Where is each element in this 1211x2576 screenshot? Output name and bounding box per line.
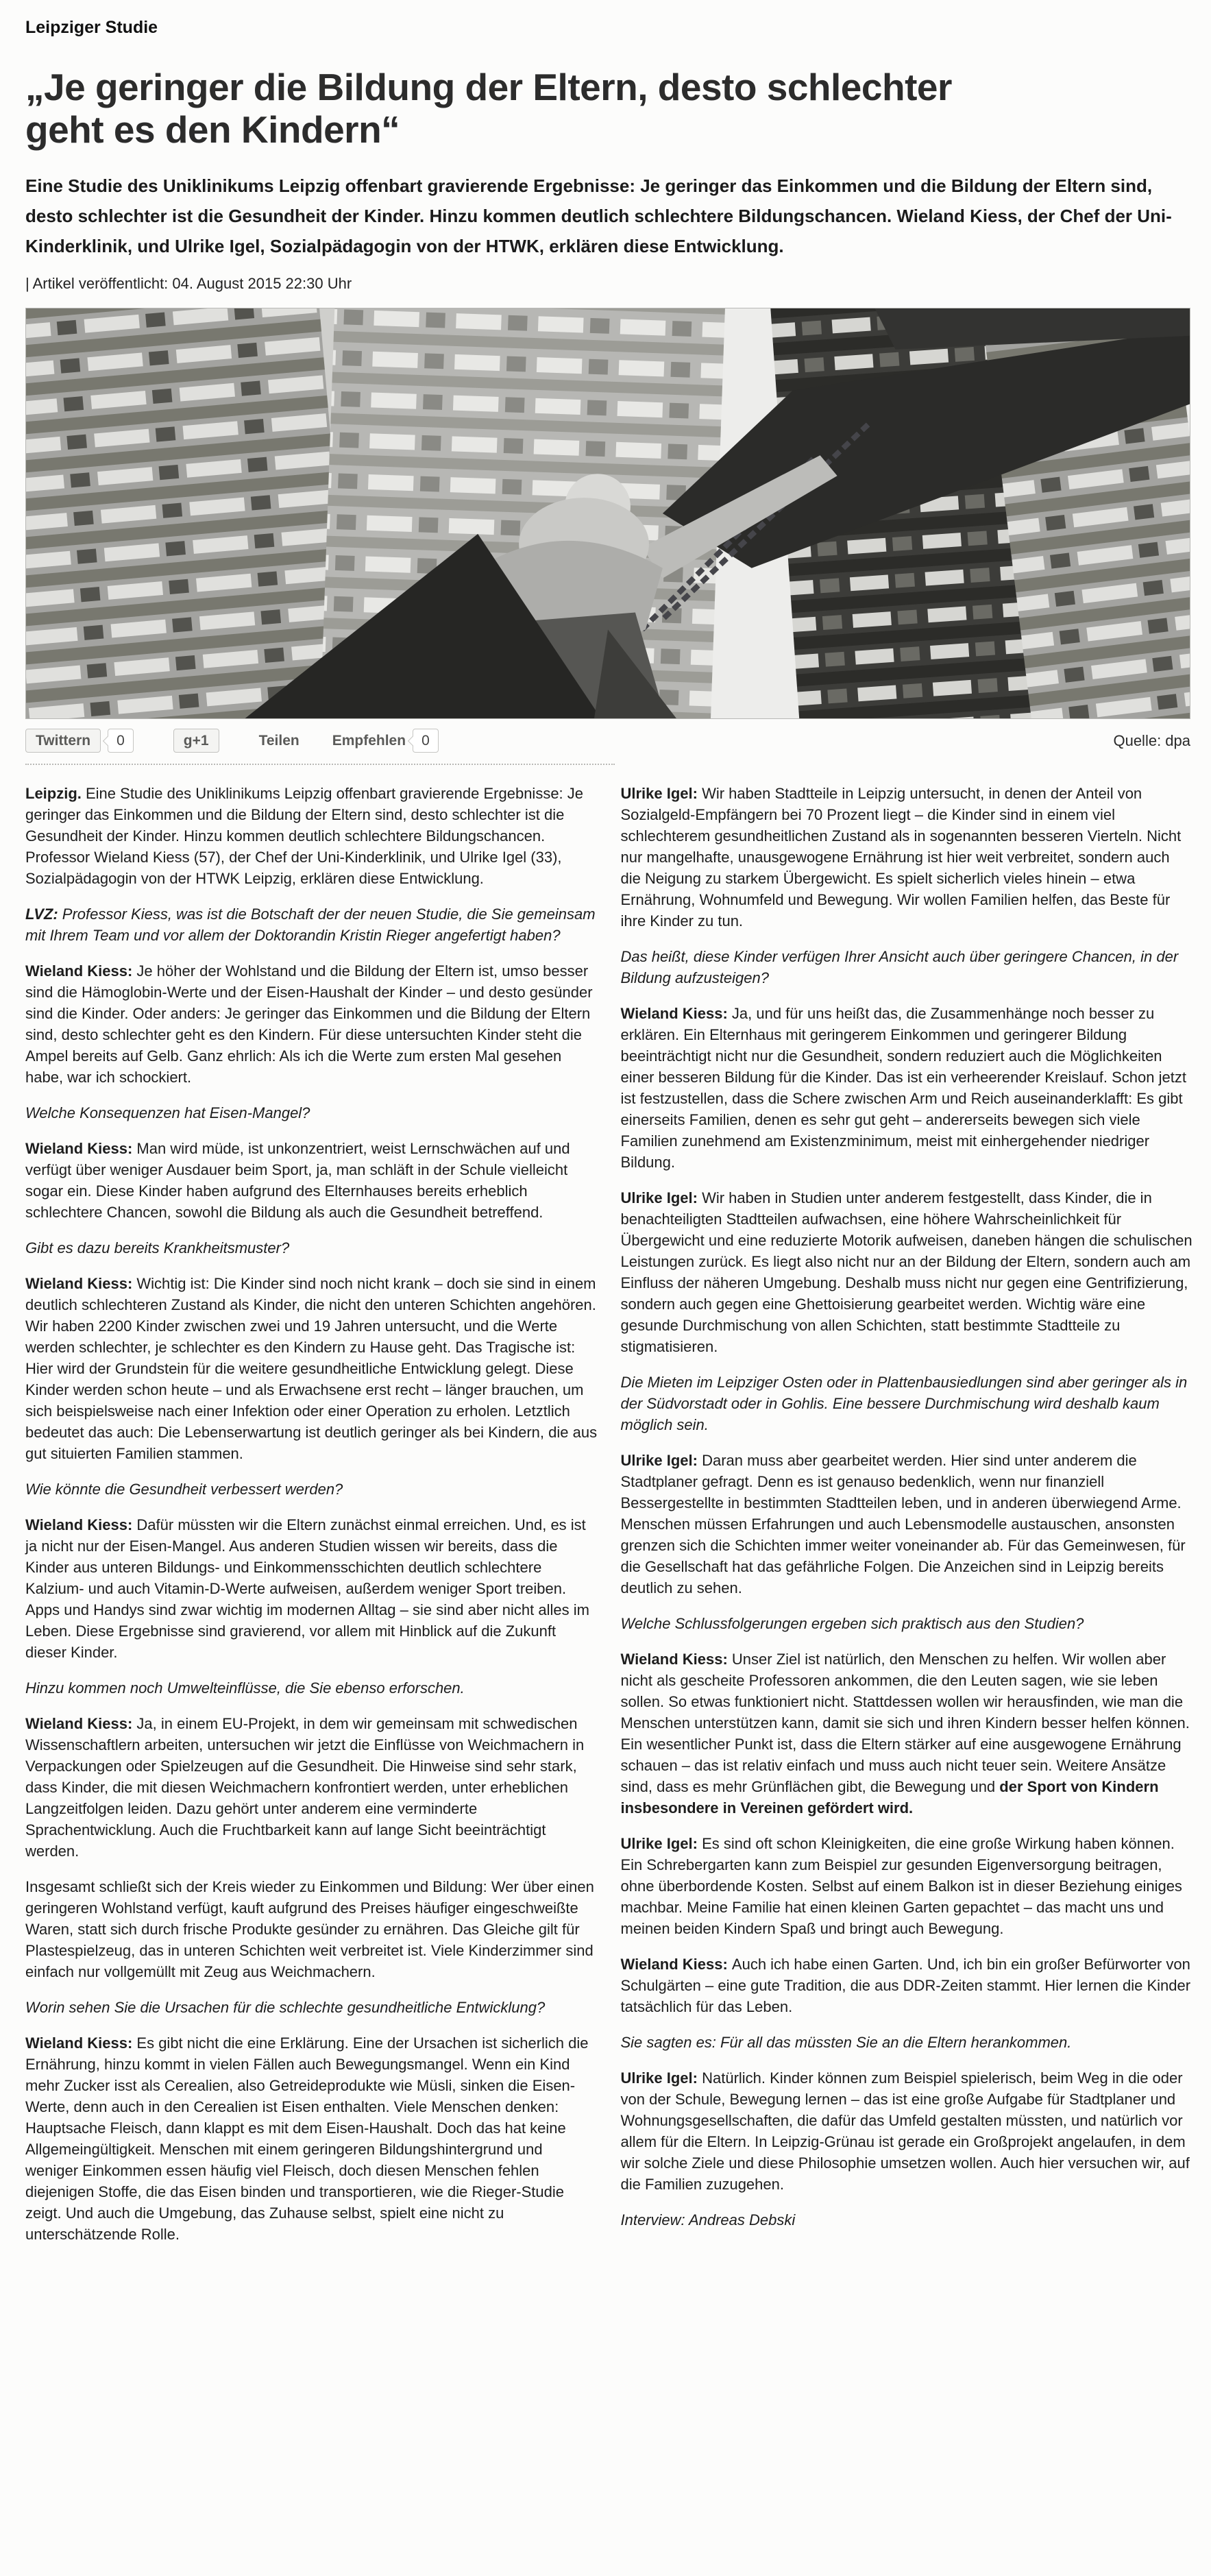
interview-answer: Wieland Kiess: Unser Ziel ist natürlich, den Menschen zu helfen. Wir wollen aber nicht als gescheite Professoren ankommen, die den Leuten sagen, wie sie leben sollen. So etwas funktioniert nicht. Stattdessen wollen wir herausfinden, wie man die Menschen unterstützen kann, damit sie sich und ihren Kindern besser helfen können. Ein wesentlicher Punkt ist, dass die Eltern stärker auf eine ausgewogene Ernährung schauen – das ist relativ einfach und muss auch nicht teuer sein. Weitere Ansätze sind, dass es mehr Grünflächen gibt, die Bewegung und der Sport von Kindern insbesondere in Vereinen gefördert wird. — [620, 1651, 1190, 1817]
interview-answer: Wieland Kiess: Je höher der Wohlstand und die Bildung der Eltern ist, umso besser sind die Hämoglobin-Werte und der Eisen-Haushalt der Kinder – und desto gesünder sind die Kinder. Oder anders: Je geringer das Einkommen und die Bildung der Eltern sind, desto schlechter geht es den Kindern. Für diese untersuchten Kinder steht die Ampel bereits auf Gelb. Ganz ehrlich: Als ich die Werte zum ersten Mal gesehen habe, war ich schockiert. — [25, 962, 593, 1086]
interview-question: Die Mieten im Leipziger Osten oder in Plattenbausiedlungen sind aber geringer als in der Südvorstadt oder in Gohlis. Eine bessere Durchmischung wird deshalb kaum möglich sein. — [620, 1374, 1188, 1434]
speaker-name: Wieland Kiess: — [620, 1956, 732, 1973]
interview-answer: Leipzig. Eine Studie des Uniklinikums Leipzig offenbart gravierende Ergebnisse: Je geringer das Einkommen und die Bildung der Eltern sind, desto schlechter ist die Gesundheit der Kinder. Hinzu kommen deutlich schlechtere Bildungschancen. Professor Wieland Kiess (57), der Chef der Uni-Kinderklinik, und Ulrike Igel (33), Sozialpädagogin von der HTWK Leipzig, erklären diese Entwicklung. — [25, 785, 584, 888]
section-divider — [25, 764, 615, 765]
interview-answer: Ulrike Igel: Wir haben in Studien unter anderem festgestellt, dass Kinder, die in benachteiligten Stadtteilen aufwachsen, eine höhere Wahrscheinlichkeit für Übergewicht und eine reduzierte Motorik aufweisen, daneben hängen die schulischen Leistungen zurück. Es liegt also nicht nur an der Bildung der Eltern, sondern auch am Einfluss der näheren Umgebung. Deshalb muss nicht nur gegen eine Gentrifizierung, sondern auch gegen eine Ghettoisierung gearbeitet werden. Wichtig wäre eine gesunde Durchmischung von allen Schichten, statt bestimmte Stadtteile zu stigmatisieren. — [620, 1189, 1192, 1356]
speaker-name: Wieland Kiess: — [25, 1715, 137, 1733]
interview-question: Welche Konsequenzen hat Eisen-Mangel? — [25, 1104, 310, 1122]
page-title: „Je geringer die Bildung der Eltern, desto schlechter geht es den Kindern“ — [25, 66, 952, 151]
interview-question: Hinzu kommen noch Umwelteinflüsse, die Sie ebenso erforschen. — [25, 1679, 465, 1697]
google-plus-button[interactable]: g+1 — [173, 729, 219, 753]
interview-question: Welche Schlussfolgerungen ergeben sich praktisch aus den Studien? — [620, 1615, 1084, 1633]
interview-answer: Wieland Kiess: Auch ich habe einen Garten. Und, ich bin ein großer Befürworter von Schulgärten – eine gute Tradition, die aus DDR-Zeiten stammt. Hier lernen die Kinder tatsächlich für das Leben. — [620, 1956, 1191, 2016]
publish-dateline: | Artikel veröffentlicht: 04. August 2015 22:30 Uhr — [25, 275, 352, 293]
speaker-name: Ulrike Igel: — [620, 2069, 702, 2087]
speaker-name: Ulrike Igel: — [620, 1452, 702, 1470]
speaker-name: Wieland Kiess: — [620, 1005, 732, 1023]
speaker-name: Wieland Kiess: — [25, 1275, 137, 1293]
interview-question: Wie könnte die Gesundheit verbessert werden? — [25, 1481, 343, 1498]
article-photo — [25, 308, 1190, 719]
interview-answer: Ulrike Igel: Natürlich. Kinder können zum Beispiel spielerisch, beim Weg in die oder von der Schule, Bewegung lernen – das ist eine große Aufgabe für Stadtplaner und Wohnungsgesellschaften, die dafür das Umfeld gestalten müssten, und natürlich vor allem für die Eltern. In Leipzig-Grünau ist gerade ein Großprojekt angelaufen, in dem wir solche Ziele und diese Philosophie umsetzen wollen. Auch hier versuchen wir, auf die Familien zuzugehen. — [620, 2069, 1190, 2194]
speaker-name: Wieland Kiess: — [25, 2034, 137, 2052]
interview-answer: Wieland Kiess: Dafür müssten wir die Eltern zunächst einmal erreichen. Und, es ist ja nicht nur der Eisen-Mangel. Aus anderen Studien wissen wir bereits, dass die Kinder aus unteren Bildungs- und Einkommensschichten deutlich schlechtere Kalzium- und auch Vitamin-D-Werte aufweisen, außerdem weniger Sport treiben. Apps und Handys sind zwar wichtig im modernen Alltag – sie sind aber nicht alles im Leben. Diese Ergebnisse sind gravierend, vor allem mit Hinblick auf die Zukunft dieser Kinder. — [25, 1516, 589, 1662]
twitter-count-bubble[interactable]: 0 — [108, 729, 134, 753]
article-paragraph: Insgesamt schließt sich der Kreis wieder zu Einkommen und Bildung: Wer über einen geringeren Wohlstand verfügt, kauft aufgrund des Preises häufiger eingeschweißte Waren, statt sich durch frische Produkte gesünder zu ernähren. Das Gleiche gilt für Plastespielzeug, das in unteren Schichten weit verbreitet ist. Viele Kinderzimmer sind einfach nur vollgemüllt mit Zeug aus Weichmachern. — [25, 1878, 594, 1981]
kicker: Leipziger Studie — [25, 18, 158, 37]
facebook-recommend-button[interactable]: Empfehlen — [332, 732, 406, 749]
recommend-count-bubble[interactable]: 0 — [413, 729, 439, 753]
speaker-name: Ulrike Igel: — [620, 1189, 702, 1207]
facebook-recommend-group — [332, 729, 439, 753]
interview-answer: Ulrike Igel: Daran muss aber gearbeitet werden. Hier sind unter anderem die Stadtplaner gefragt. Denn es ist genauso bedenklich, wenn nur finanziell Bessergestellte in bestimmten Stadtteilen leben, und in anderen überwiegend Arme. Menschen müssen Erfahrungen und auch Lebensmodelle austauschen, ansonsten grenzen sich die Schichten immer weiter voneinander ab. Für das Gemeinwesen, für die Gesellschaft hat das gefährliche Folgen. Die Anzeichen sind in Leipzig bereits deutlich zu sehen. — [620, 1452, 1186, 1597]
speaker-name: Ulrike Igel: — [620, 1835, 702, 1853]
interview-question: LVZ: Professor Kiess, was ist die Botschaft der der neuen Studie, die Sie gemeinsam mit Ihrem Team und vor allem der Doktorandin Kristin Rieger angefertigt haben? — [25, 906, 596, 945]
speaker-name: Leipzig. — [25, 785, 86, 803]
emphasized-text: der Sport von Kindern insbesondere in Vereinen gefördert wird. — [620, 1778, 1159, 1817]
interview-answer: Ulrike Igel: Es sind oft schon Kleinigkeiten, die eine große Wirkung haben können. Ein Schrebergarten kann zum Beispiel zur gesunden Eigenversorgung beitragen, ohne überbordende Kosten. Selbst auf einem Balkon ist in dieser Beziehung einiges machbar. Meine Familie hat einen kleinen Garten gepachtet – das macht uns und meinen beiden Kindern Spaß und bringt auch Bewegung. — [620, 1835, 1182, 1938]
speaker-name: Ulrike Igel: — [620, 785, 702, 803]
interview-answer: Wieland Kiess: Ja, und für uns heißt das, die Zusammenhänge noch besser zu erklären. Ein Elternhaus mit geringerem Einkommen und geringerer Bildung beeinträchtigt nicht nur die Gesundheit, sondern reduziert auch die Möglichkeiten einer besseren Bildung für die Kinder. Das ist ein verheerender Kreislauf. Schon jetzt ist festzustellen, dass die Schere zwischen Arm und Reich auseinanderklafft: Es gibt einerseits Familien, denen es sehr gut geht – andererseits bewegen sich viele Familien zunehmend am Existenzminimum, meist mit einhergehender niedriger Bildung. — [620, 1005, 1186, 1171]
interview-question: Das heißt, diese Kinder verfügen Ihrer Ansicht auch über geringere Chancen, in der Bildung aufzusteigen? — [620, 948, 1179, 987]
speaker-name: LVZ: — [25, 906, 62, 923]
interview-answer: Wieland Kiess: Man wird müde, ist unkonzentriert, weist Lernschwächen auf und verfügt über weniger Ausdauer beim Sport, ja, man schläft in der Schule vielleicht sogar ein. Diese Kinder haben aufgrund des Elternhauses bereits erheblich schlechtere Chancen, sowohl die Bildung als auch die Gesundheit betreffend. — [25, 1140, 570, 1222]
speaker-name: Wieland Kiess: — [620, 1651, 732, 1668]
interview-byline: Interview: Andreas Debski — [620, 2211, 796, 2229]
interview-answer: Wieland Kiess: Wichtig ist: Die Kinder sind noch nicht krank – doch sie sind in einem deutlich schlechteren Zustand als Kinder, die nicht den unteren Schichten angehören. Wir haben 2200 Kinder zwischen zwei und 19 Jahren untersucht, und die Werte werden schlechter, je schlechter es den Kindern zu Hause geht. Das Tragische ist: Hier wird der Grundstein für die weitere gesundheitliche Entwicklung gelegt. Diese Kinder werden schon heute – und als Erwachsene erst recht – länger brauchen, um sich beispielsweise nach einer Infektion oder einer Operation zu erholen. Letztlich bedeutet das auch: Die Lebenserwartung ist deutlich geringer als bei Kindern, die aus gut situierten Familien stammen. — [25, 1275, 598, 1463]
lead-paragraph: Eine Studie des Uniklinikums Leipzig offenbart gravierende Ergebnisse: Je geringer das Einkommen und die Bildung der Eltern sind, desto schlechter ist die Gesundheit der Kinder. Hinzu kommen deutlich schlechtere Bildungschancen. Wieland Kiess, der Chef der Uni-Kinderklinik, und Ulrike Igel, Sozialpädagogin von der HTWK, erklären diese Entwicklung. — [25, 175, 1172, 256]
photo-illustration — [26, 308, 1190, 718]
article-column-right — [621, 783, 1195, 2259]
speaker-name: Wieland Kiess: — [25, 1516, 137, 1534]
twitter-share-group — [25, 729, 134, 753]
photo-credit: Quelle: dpa — [1113, 731, 1190, 749]
interview-question: Sie sagten es: Für all das müssten Sie an die Eltern herankommen. — [620, 2034, 1072, 2052]
facebook-share-button[interactable]: Teilen — [258, 732, 299, 749]
interview-answer: Ulrike Igel: Wir haben Stadtteile in Leipzig untersucht, in denen der Anteil von Sozialgeld-Empfängern bei 70 Prozent liegt – die Kinder sind in einem viel schlechterem gesundheitlichen Zustand als in sogenannten besseren Vierteln. Nicht nur mangelhafte, unausgewogene Ernährung ist hier weit verbreitet, sondern auch die Neigung zu starkem Übergewicht. Es spielt sicherlich vieles hinein – etwa Ernährung, Wohnumfeld und Bewegung. Wir wollen Familien helfen, das Beste für ihre Kinder zu tun. — [620, 785, 1182, 930]
interview-answer: Wieland Kiess: Ja, in einem EU-Projekt, in dem wir gemeinsam mit schwedischen Wissenschaftlern arbeiten, untersuchen wir jetzt die Einflüsse von Weichmachern in Verpackungen oder Spielzeugen auf die Gesundheit. Die Hinweise sind sehr stark, dass Kinder, die mit diesen Weichmachern konfrontiert werden, unter erheblichen Langzeitfolgen leiden. Dazu gehört unter anderem eine verminderte Sprachentwicklung. Auch die Fruchtbarkeit kann auf lange Sicht beeinträchtigt werden. — [25, 1715, 585, 1860]
twitter-share-button[interactable]: Twittern — [25, 729, 101, 753]
article-body — [25, 783, 1194, 2259]
article-column-left — [25, 783, 599, 2259]
share-bar — [25, 729, 1190, 753]
interview-question: Worin sehen Sie die Ursachen für die schlechte gesundheitliche Entwicklung? — [25, 1999, 546, 2017]
interview-question: Gibt es dazu bereits Krankheitsmuster? — [25, 1239, 290, 1257]
speaker-name: Wieland Kiess: — [25, 1140, 137, 1158]
interview-answer: Wieland Kiess: Es gibt nicht die eine Erklärung. Eine der Ursachen ist sicherlich die Ernährung, hinzu kommt in vielen Fällen auch Bewegungsmangel. Wenn ein Kind mehr Zucker isst als Cerealien, also Getreideprodukte wie Müsli, sinken die Eisen-Werte, denn auch in den Cerealien ist Eisen enthalten. Viele Menschen denken: Hauptsache Fleisch, dann klappt es mit dem Eisen-Haushalt. Doch das hat keine Allgemeingültigkeit. Menschen mit einem geringeren Bildungshintergrund und weniger Einkommen essen häufig viel Fleisch, doch diesen Menschen fehlen diejenigen Stoffe, die das Eisen binden und transportieren, wie die Rieger-Studie zeigt. Und auch die Umgebung, das Zuhause selbst, spielt eine nicht zu unterschätzende Rolle. — [25, 2034, 589, 2244]
speaker-name: Wieland Kiess: — [25, 962, 137, 980]
